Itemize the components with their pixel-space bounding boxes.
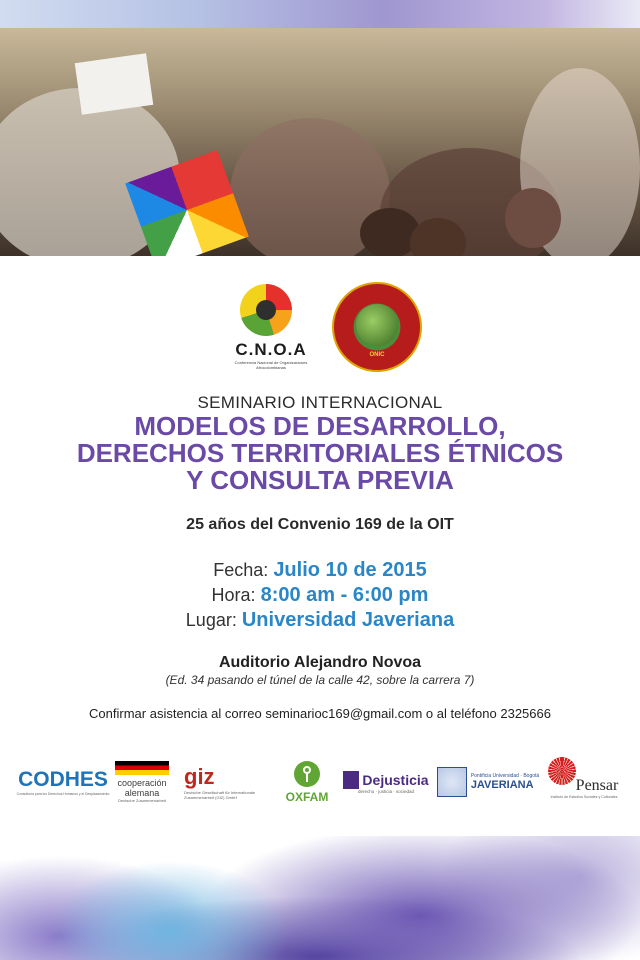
- sponsor-giz-name: giz: [184, 764, 215, 789]
- oxfam-circle-icon: [294, 761, 320, 787]
- sponsor-cooperacion-name: cooperación alemana: [117, 778, 167, 798]
- onic-seal-center-icon: [356, 304, 398, 346]
- german-flag-icon: [115, 761, 169, 775]
- sponsor-codhes-sub: Consultoría para los Derechos Humanos y el Desplazamiento: [16, 792, 110, 796]
- date-row: [0, 559, 640, 582]
- title-line-1: MODELOS DE DESARROLLO,: [134, 411, 506, 441]
- sponsor-dejusticia-logo: [340, 756, 432, 808]
- time-label: Hora:: [211, 585, 256, 605]
- javeriana-crest-icon: [437, 767, 467, 797]
- white-flag: [75, 53, 154, 115]
- event-type: SEMINARIO INTERNACIONAL: [197, 393, 443, 412]
- time-value: 8:00 am - 6:00 pm: [260, 584, 429, 606]
- place-label: Lugar:: [185, 610, 237, 630]
- onic-seal-logo: [332, 282, 422, 372]
- venue-directions: (Ed. 34 pasando el túnel de la calle 42, sobre la carrera 7): [165, 673, 475, 687]
- cnoa-emblem-icon: [240, 284, 292, 336]
- date-value: Julio 10 de 2015: [273, 559, 427, 581]
- title-line-3: Y CONSULTA PREVIA: [186, 465, 454, 495]
- sponsor-giz-logo: [184, 756, 270, 808]
- cnoa-full-name: Conferencia Nacional de Organizaciones Afrocolombianas: [234, 360, 308, 370]
- sponsor-codhes-name: CODHES: [18, 768, 108, 791]
- event-subtitle: 25 años del Convenio 169 de la OIT: [186, 516, 454, 533]
- sponsor-pensar-name: Pensar: [575, 777, 619, 794]
- time-row: [0, 584, 640, 607]
- sponsor-pensar-logo: [542, 752, 626, 804]
- sponsor-giz-sub: Deutsche Gesellschaft für Internationale Zusammenarbeit (GIZ) GmbH: [184, 790, 256, 800]
- place-value: Universidad Javeriana: [241, 609, 455, 631]
- rsvp-text: Confirmar asistencia al correo seminarioc169@gmail.com o al teléfono 2325666: [89, 706, 551, 721]
- sponsor-pensar-sub: Instituto de Estudios Sociales y Culturales: [550, 795, 618, 799]
- place-row: [0, 609, 640, 632]
- sponsor-oxfam-name: OXFAM: [285, 789, 329, 804]
- cnoa-name: C.N.O.A: [235, 340, 307, 359]
- date-label: Fecha:: [213, 560, 269, 580]
- pensar-sunburst-icon: [548, 757, 576, 785]
- organizer-logos: [226, 282, 426, 374]
- sponsor-javeriana-logo: [440, 756, 540, 808]
- dejusticia-mark-icon: [343, 771, 359, 789]
- sponsor-javeriana-name: JAVERIANA: [470, 779, 534, 791]
- sponsor-dejusticia-name: Dejusticia: [362, 771, 429, 788]
- bottom-watercolor-band: [0, 836, 640, 960]
- venue-name: Auditorio Alejandro Novoa: [218, 654, 422, 671]
- cnoa-logo: [226, 282, 316, 374]
- sponsor-oxfam-logo: [282, 756, 332, 808]
- title-line-2: DERECHOS TERRITORIALES ÉTNICOS: [76, 438, 564, 468]
- sponsor-dejusticia-sub: derecho · justicia · sociedad: [357, 788, 415, 794]
- sponsor-javeriana-sub: Pontificia Universidad · Bogotá: [470, 773, 540, 779]
- sponsor-codhes-logo: [16, 756, 110, 808]
- header-photo-crowd: [0, 28, 640, 256]
- event-title: [0, 413, 640, 494]
- top-watercolor-band: [0, 0, 640, 30]
- face-front-3: [505, 188, 561, 248]
- sponsor-cooperacion-logo: [112, 756, 172, 808]
- sponsor-cooperacion-sub: Deutsche Zusammenarbeit: [117, 798, 167, 803]
- onic-abbr: ONIC: [369, 352, 385, 358]
